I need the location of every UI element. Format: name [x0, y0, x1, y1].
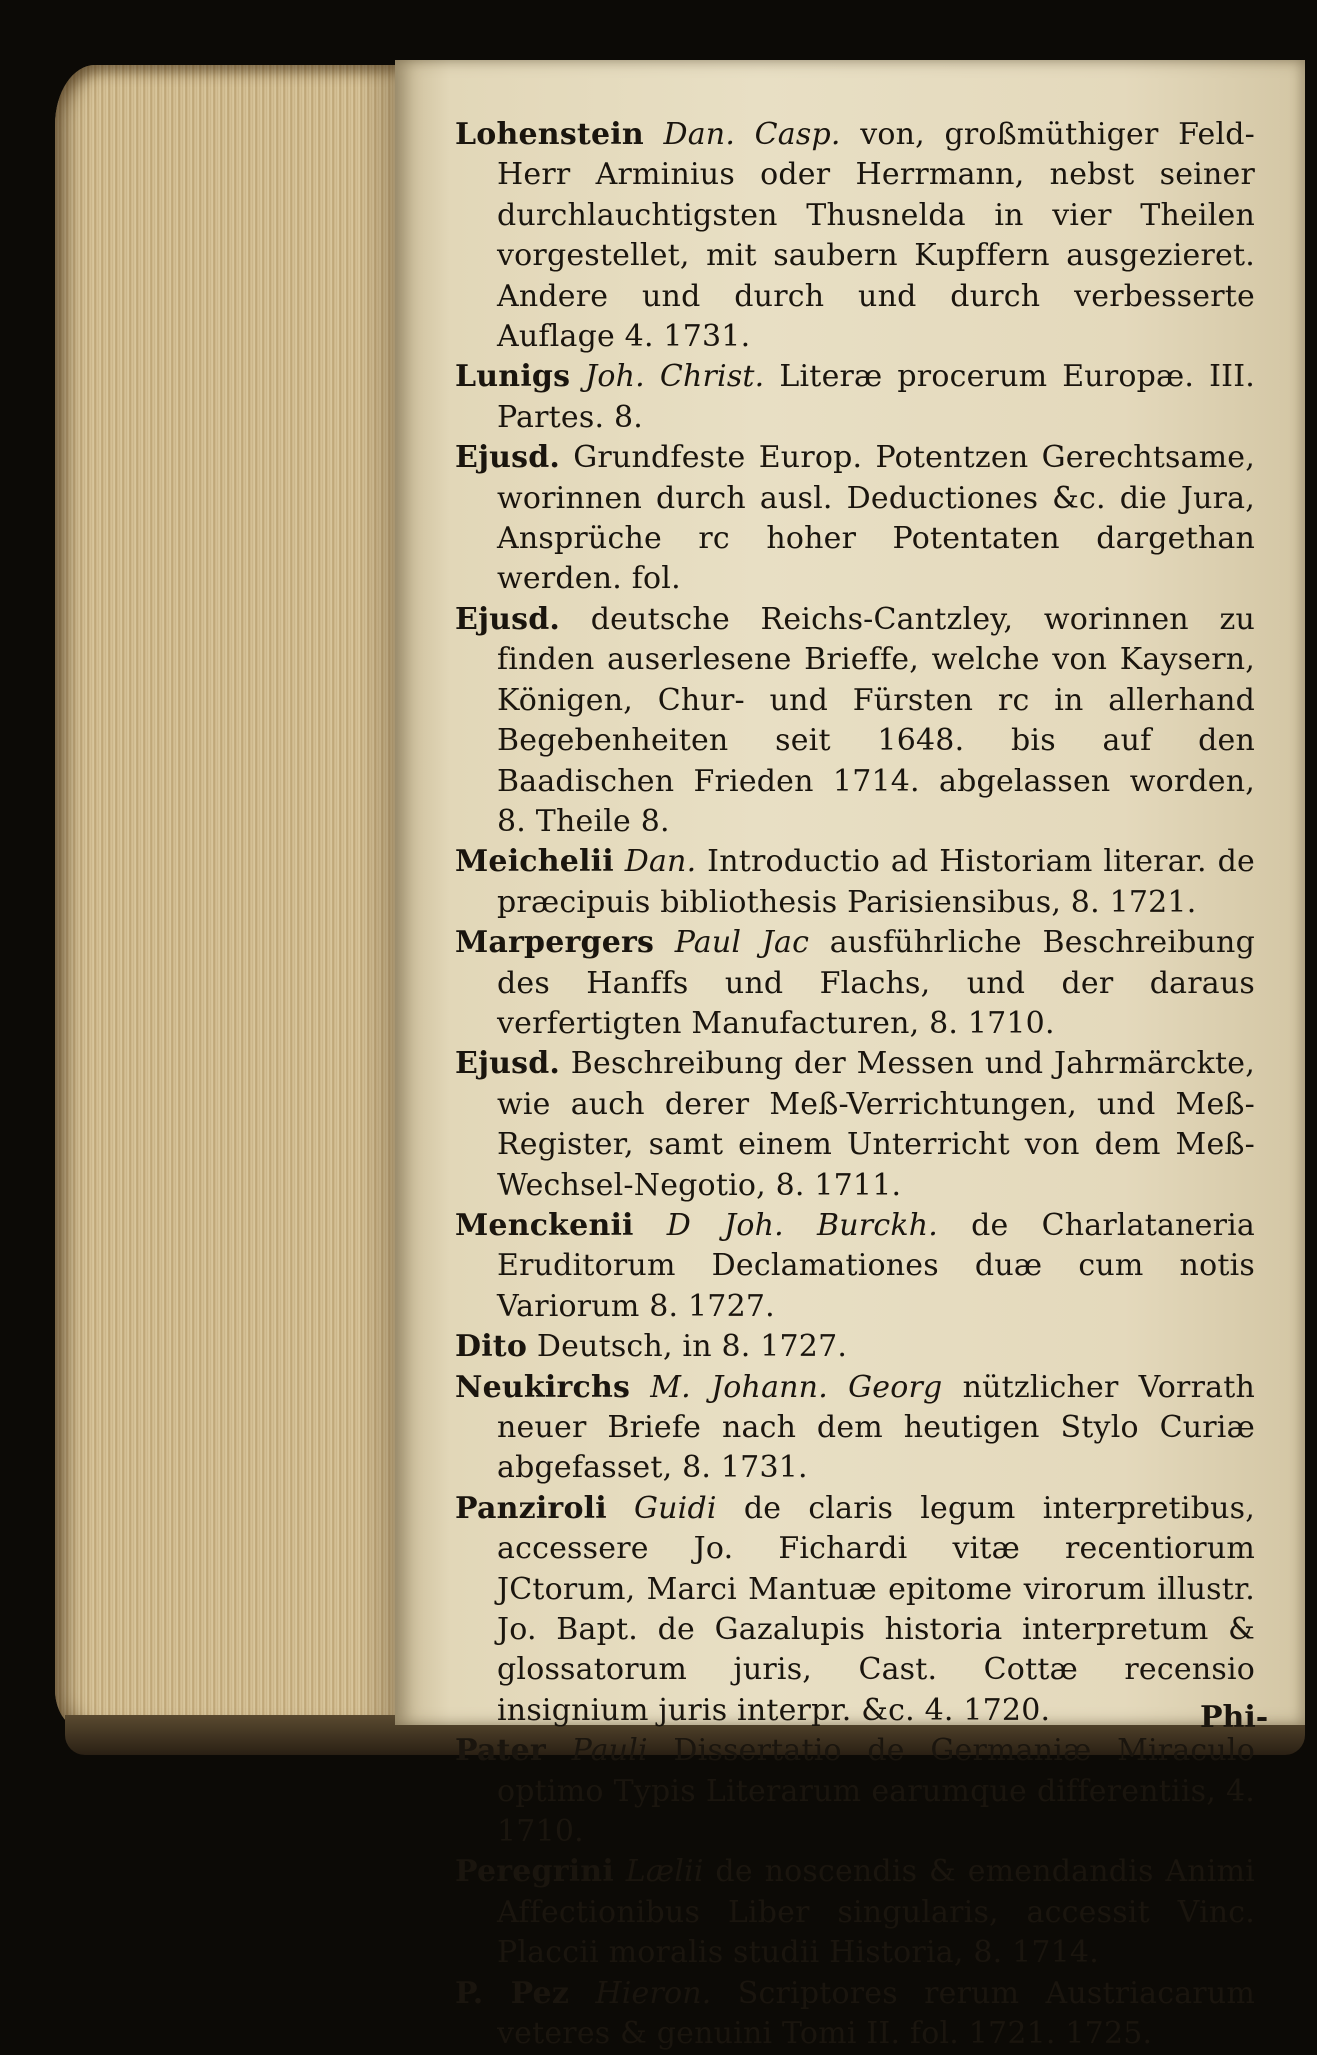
entry-author: Lunigs: [455, 359, 571, 395]
entry-author: Meichelii: [455, 844, 614, 880]
entry-author: Lohenstein: [455, 117, 644, 152]
entry-text: von, großmüthiger Feld-Herr Arminius oder Herrmann, nebst seiner durchlauchtigsten Thusnelda in vier Theilen vorgestellet, mit saubern Kupffern ausgezieret. Andere und durch und durch verbesserte Auflage 4. 1731.: [497, 117, 1255, 355]
catalog-entry: [455, 1044, 1255, 1206]
catchword: Phi-: [1200, 1700, 1269, 1735]
entry-given-name: Paul Jac: [674, 925, 810, 961]
catalog-entry: [455, 115, 1255, 357]
catalog-entry: [455, 923, 1255, 1044]
entry-given-name: D Joh. Burckh.: [666, 1207, 938, 1243]
entry-author: Neukirchs: [455, 1369, 631, 1405]
entry-author: Ejusd.: [455, 1046, 561, 1082]
entry-text: Literæ procerum Europæ. III. Partes. 8.: [497, 359, 1255, 435]
entry-text: Deutsch, in 8. 1727.: [536, 1329, 848, 1365]
entry-author: Ejusd.: [455, 601, 561, 637]
entry-text: Beschreibung der Messen und Jahrmärckte, wie auch derer Meß-Verrichtungen, und Meß-Register, samt einem Unterricht von dem Meß-Wechsel-Negotio, 8. 1711.: [497, 1046, 1255, 1203]
catalog-entry: [455, 357, 1255, 438]
entry-text: de Charlataneria Eruditorum Declamationes duæ cum notis Variorum 8. 1727.: [497, 1207, 1255, 1324]
entry-text: nützlicher Vorrath neuer Briefe nach dem heutigen Stylo Curiæ abgefasset, 8. 1731.: [497, 1369, 1255, 1486]
catalog-entry: [455, 1852, 1255, 1973]
entry-given-name: Hieron.: [595, 1975, 712, 2011]
entry-given-name: Pauli: [571, 1733, 648, 1769]
entry-given-name: M. Johann. Georg: [650, 1369, 943, 1405]
entry-text: de noscendis & emendandis Animi Affectionibus Liber singularis, accessit Vinc. Placcii moralis studii Historia, 8. 1714.: [497, 1854, 1255, 1971]
entry-given-name: Lælii: [625, 1854, 704, 1890]
catalog-entry: [455, 1489, 1255, 1731]
catalog-entry: [455, 1974, 1255, 2055]
entry-given-name: Dan.: [624, 844, 697, 880]
entry-author: Dito: [455, 1329, 528, 1365]
catalog-entry: [455, 1368, 1255, 1489]
entry-author: Pater: [455, 1733, 546, 1769]
entry-text: Scriptores rerum Austriacarum veteres & genuini Tomi II. fol. 1721. 1725.: [497, 1975, 1255, 2052]
entry-author: Panziroli: [455, 1490, 607, 1526]
printed-page: [395, 60, 1305, 2052]
entry-author: Marpergers: [455, 925, 655, 961]
entry-author: Ejusd.: [455, 440, 561, 476]
catalog-entry: [455, 1327, 1255, 1367]
catalog-entry: [455, 600, 1255, 842]
entry-author: Peregrini: [455, 1854, 614, 1890]
entry-text: de claris legum interpretibus, accessere Jo. Fichardi vitæ recentiorum JCtorum, Marci Mantuæ epitome virorum illustr. Jo. Bapt. de Gazalupis historia interpretum & glossatorum juris, Cast. Cottæ recensio insignium juris interpr. &c. 4. 1720.: [497, 1490, 1255, 1728]
book-fore-edge: [55, 65, 400, 1730]
entry-given-name: Joh. Christ.: [585, 359, 765, 395]
entry-text: Introductio ad Historiam literar. de præcipuis bibliothesis Parisiensibus, 8. 1721.: [497, 844, 1255, 920]
entry-given-name: Guidi: [634, 1490, 717, 1526]
entry-author: Menckenii: [455, 1207, 634, 1243]
entry-given-name: Dan. Casp.: [663, 117, 841, 152]
catalog-entries: [455, 115, 1255, 2055]
entry-author: P. Pez: [455, 1975, 570, 2011]
catalog-entry: [455, 438, 1255, 600]
entry-text: ausführliche Beschreibung des Hanffs und Flachs, und der daraus verfertigten Manufacturen, 8. 1710.: [497, 925, 1255, 1041]
entry-text: deutsche Reichs-Cantzley, worinnen zu finden auserlesene Brieffe, welche von Kaysern, Königen, Chur- und Fürsten rc in allerhand Begebenheiten seit 1648. bis auf den Baadischen Frieden 1714. abgelassen worden, 8. Theile 8.: [497, 601, 1255, 839]
catalog-entry: [455, 1731, 1255, 1852]
catalog-entry: [455, 842, 1255, 923]
catalog-entry: [455, 1206, 1255, 1327]
entry-text: Dissertatio de Germaniæ Miraculo optimo Typis Literarum earumque differentiis, 4. 1710.: [497, 1733, 1255, 1850]
entry-text: Grundfeste Europ. Potentzen Gerechtsame, worinnen durch ausl. Deductiones &c. die Jura, Ansprüche rc hoher Potentaten dargethan werden. fol.: [497, 440, 1255, 597]
